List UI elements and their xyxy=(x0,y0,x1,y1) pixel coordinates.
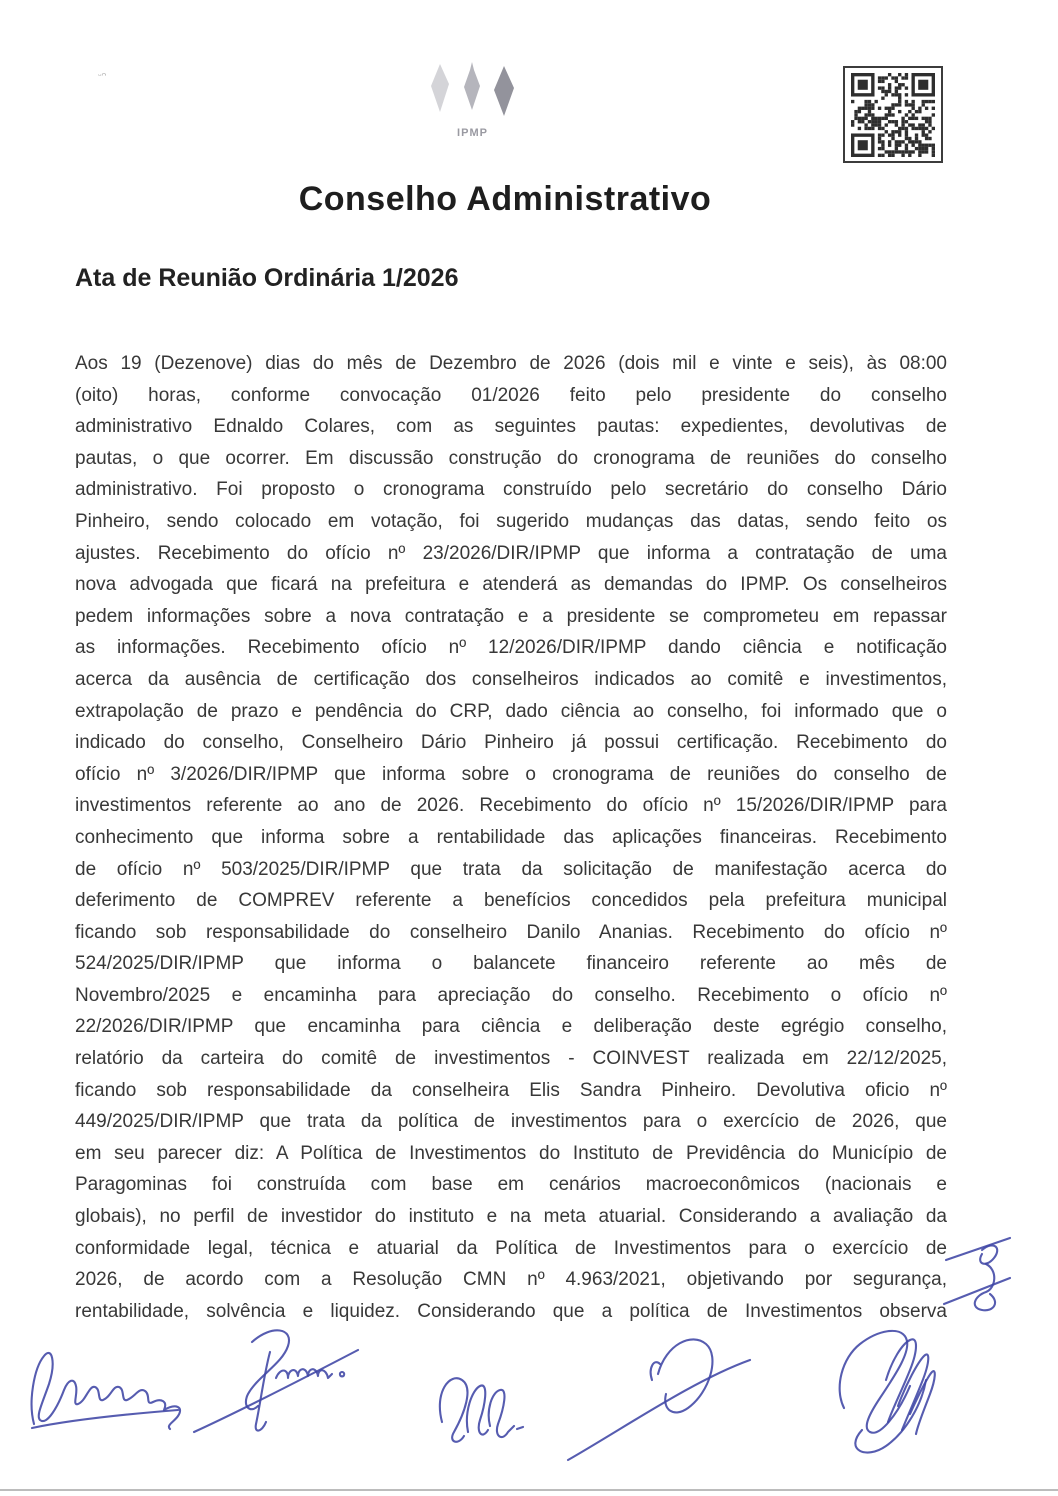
body-line: nova advogada que ficará na prefeitura e atenderá as demandas do IPMP. Os conselheiros xyxy=(75,574,947,596)
body-line: pedem informações sobre a nova contratação e a presidente se comprometeu em repassar xyxy=(75,605,947,627)
signature-2 xyxy=(190,1322,362,1440)
body-line: deferimento de COMPREV referente a benefícios concedidos pela prefeitura municipal xyxy=(75,890,947,912)
body-line: 449/2025/DIR/IPMP que trata da política de investimentos para o exercício de 2026, que xyxy=(75,1111,947,1133)
body-line: Novembro/2025 e encaminha para apreciação do conselho. Recebimento o ofício nº xyxy=(75,984,947,1006)
body-line: Paragominas foi construída com base em cenários macroeconômicos (nacionais e xyxy=(75,1174,947,1196)
body-line: as informações. Recebimento ofício nº 12/2026/DIR/IPMP dando ciência e notificação xyxy=(75,637,947,659)
qr-code-pattern xyxy=(851,73,935,157)
scanner-edge-line xyxy=(0,1489,1058,1491)
body-line: 524/2025/DIR/IPMP que informa o balancete financeiro referente ao mês de xyxy=(75,953,947,975)
body-text xyxy=(75,348,947,1327)
body-line: ficando sob responsabilidade do conselheiro Danilo Ananias. Recebimento do ofício nº xyxy=(75,921,947,943)
body-line: ofício nº 3/2026/DIR/IPMP que informa sobre o cronograma de reuniões do conselho de xyxy=(75,763,947,785)
signature-paraph xyxy=(942,1230,1016,1330)
ipmp-logo-text: IPMP xyxy=(457,127,488,139)
body-line: Aos 19 (Dezenove) dias do mês de Dezembro de 2026 (dois mil e vinte e seis), às 08:00 xyxy=(75,353,947,374)
ipmp-logo-icon xyxy=(418,60,528,126)
body-line: de ofício nº 503/2025/DIR/IPMP que trata da solicitação de manifestação acerca do xyxy=(75,858,947,880)
body-line: acerca da ausência de certificação dos conselheiros indicados ao comitê e investimentos, xyxy=(75,668,947,690)
document-subtitle: Ata de Reunião Ordinária 1/2026 xyxy=(75,264,459,292)
body-line: administrativo Ednaldo Colares, com as seguintes pautas: expedientes, devolutivas de xyxy=(75,416,947,438)
body-line: 22/2026/DIR/IPMP que encaminha para ciência e deliberação deste egrégio conselho, xyxy=(75,1016,947,1038)
body-line: ajustes. Recebimento do ofício nº 23/2026/DIR/IPMP que informa a contratação de uma xyxy=(75,542,947,564)
body-line: administrativo. Foi proposto o cronograma construído pelo secretário do conselho Dário xyxy=(75,479,947,501)
page-title: Conselho Administrativo xyxy=(298,180,712,218)
body-line: Pinheiro, sendo colocado em votação, foi sugerido mudanças das datas, sendo feito os xyxy=(75,510,947,532)
body-line: conformidade legal, técnica e atuarial da Política de Investimentos para o exercício de xyxy=(75,1237,947,1259)
signature-3 xyxy=(424,1362,526,1450)
body-line: indicado do conselho, Conselheiro Dário Pinheiro já possui certificação. Recebimento do xyxy=(75,732,947,754)
body-line: investimentos referente ao ano de 2026. Recebimento do ofício nº 15/2026/DIR/IPMP para xyxy=(75,795,947,817)
body-line: pautas, o que ocorrer. Em discussão construção do cronograma de reuniões do conselho xyxy=(75,447,947,469)
signature-1 xyxy=(26,1330,191,1432)
body-line: em seu parecer diz: A Política de Investimentos do Instituto de Previdência do Município de xyxy=(75,1142,947,1164)
body-line: globais), no perfil de investidor do instituto e na meta atuarial. Considerando a avaliação da xyxy=(75,1206,947,1228)
body-line: extrapolação de prazo e pendência do CRP, dado ciência ao conselho, foi informado que o xyxy=(75,700,947,722)
signature-4 xyxy=(562,1318,758,1466)
body-line: relatório da carteira do comitê de investimentos - COINVEST realizada em 22/12/2025, xyxy=(75,1048,947,1070)
ipmp-logo xyxy=(415,60,530,146)
scan-artifact: ᵕᴖ xyxy=(98,70,107,80)
body-line: ficando sob responsabilidade da conselheira Elis Sandra Pinheiro. Devolutiva oficio nº xyxy=(75,1079,947,1101)
body-line: (oito) horas, conforme convocação 01/2026 feito pelo presidente do conselho xyxy=(75,384,947,406)
body-line: conhecimento que informa sobre a rentabilidade das aplicações financeiras. Recebimento xyxy=(75,826,947,848)
body-line: 2026, de acordo com a Resolução CMN nº 4.963/2021, objetivando por segurança, xyxy=(75,1269,947,1291)
signature-5 xyxy=(826,1310,942,1468)
qr-code xyxy=(843,66,943,163)
body-line: rentabilidade, solvência e liquidez. Considerando que a política de Investimentos observa xyxy=(75,1300,947,1322)
